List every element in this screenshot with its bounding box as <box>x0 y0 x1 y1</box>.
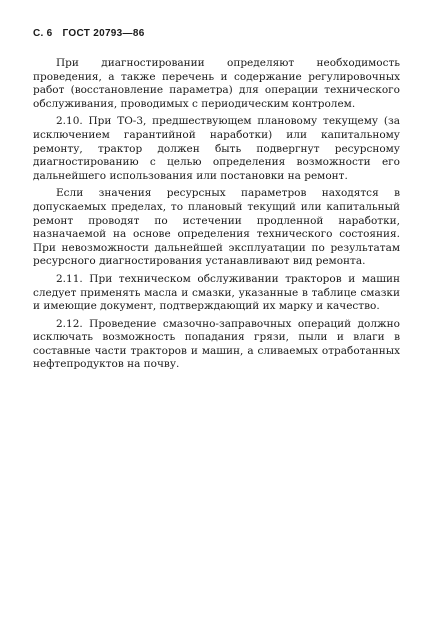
body-text <box>33 57 400 372</box>
paragraph: При диагностировании определяют необходимость проведения, а также перечень и содержание регулировочных работ (восстановление параметра) для операции технического обслуживания, проводимых с периодическим контролем. <box>33 57 400 110</box>
standard-code: ГОСТ 20793—86 <box>62 28 145 39</box>
page-number: С. 6 <box>33 28 53 39</box>
page-header <box>33 28 400 39</box>
paragraph: 2.10. При ТО-3, предшествующем плановому текущему (за исключением гарантийной наработки) или капитальному ремонту, трактор должен быть подвергнут ресурсному диагностированию с целью определения возможности его дальнейшего использования или постановки на ремонт. <box>33 115 400 182</box>
paragraph: Если значения ресурсных параметров находятся в допускаемых пределах, то плановый текущий или капитальный ремонт проводят по истечении продленной наработки, назначаемой на основе определения технического состояния. При невозможности дальнейшей эксплуатации по результатам ресурсного диагностирования устанавливают вид ремонта. <box>33 187 400 268</box>
paragraph: 2.12. Проведение смазочно-заправочных операций должно исключать возможность попадания грязи, пыли и влаги в составные части тракторов и машин, а сливаемых отработанных нефтепродуктов на почву. <box>33 317 400 371</box>
paragraph: 2.11. При техническом обслуживании тракторов и машин следует применять масла и смазки, указанные в таблице смазки и имеющие документ, подтверждающий их марку и качество. <box>33 272 400 313</box>
